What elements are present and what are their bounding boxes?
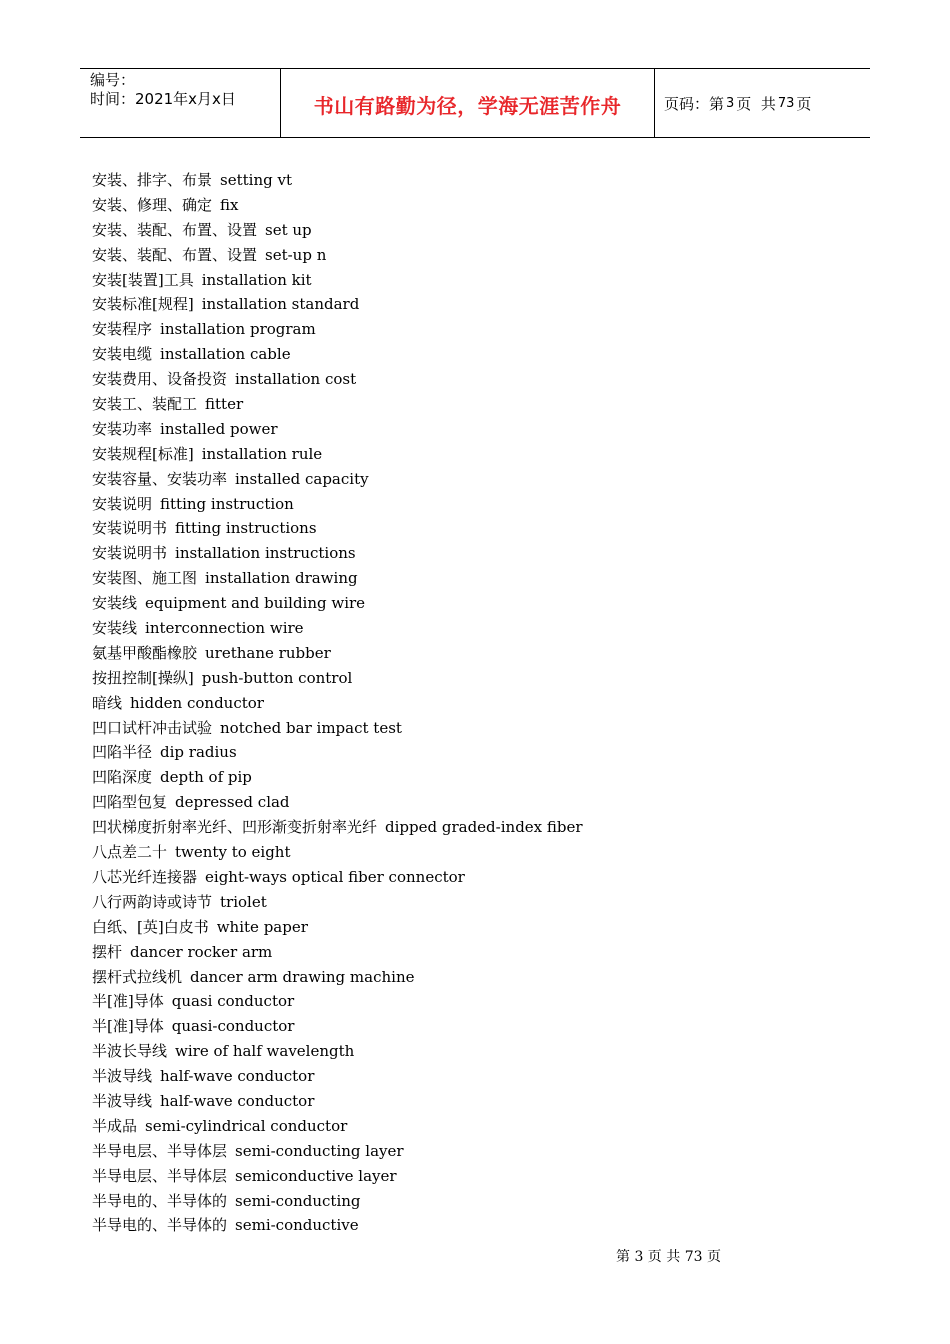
entry-english-term: depth of pip (160, 768, 252, 787)
entry-chinese-term: 凹状梯度折射率光纤、凹形渐变折射率光纤 (92, 818, 378, 837)
entry-chinese-term: 按扭控制[操纵] (92, 668, 194, 687)
glossary-entry (92, 467, 583, 492)
entry-english-term: semi-conducting layer (235, 1141, 404, 1160)
glossary-entry (92, 616, 583, 641)
entry-chinese-term: 安装功率 (92, 419, 153, 438)
glossary-entry (92, 915, 583, 940)
entry-chinese-term: 安装程序 (92, 320, 153, 339)
entry-english-term: installation cost (235, 370, 357, 389)
entry-chinese-term: 氨基甲酸酯橡胶 (92, 643, 198, 662)
entry-chinese-term: 凹口试杆冲击试验 (92, 718, 213, 737)
glossary-entry (92, 168, 583, 193)
entry-english-term: eight-ways optical fiber connector (205, 867, 465, 886)
glossary-entry (92, 392, 583, 417)
entry-chinese-term: 半[准]导体 (92, 992, 164, 1011)
entry-chinese-term: 凹陷半径 (92, 743, 153, 762)
header-motto-cell (281, 69, 655, 137)
entry-chinese-term: 半导电层、半导体层 (92, 1141, 228, 1160)
glossary-entry (92, 193, 583, 218)
motto-text: 书山有路勤为径，学海无涯苦作舟 (313, 93, 622, 118)
entry-chinese-term: 安装[装置]工具 (92, 270, 194, 289)
time-label: 时间：2021年x月x日 (90, 90, 236, 108)
entry-chinese-term: 安装容量、安装功率 (92, 469, 228, 488)
glossary-entry (92, 1189, 583, 1214)
entry-chinese-term: 安装图、施工图 (92, 569, 198, 588)
entry-chinese-term: 安装说明书 (92, 544, 168, 563)
entry-english-term: fitting instructions (175, 519, 317, 538)
entry-english-term: urethane rubber (205, 643, 331, 662)
number-label: 编号： (90, 71, 136, 89)
entry-english-term: installation standard (201, 295, 360, 314)
entry-english-term: fitter (205, 395, 244, 414)
entry-chinese-term: 暗线 (92, 693, 123, 712)
entry-english-term: notched bar impact test (220, 718, 402, 737)
glossary-entry (92, 965, 583, 990)
entry-english-term: equipment and building wire (145, 594, 366, 613)
entry-english-term: interconnection wire (145, 619, 304, 638)
entry-english-term: depressed clad (175, 793, 290, 812)
entry-english-term: dipped graded-index fiber (385, 818, 583, 837)
glossary-entry (92, 765, 583, 790)
entry-english-term: semi-conductive (235, 1216, 359, 1235)
glossary-entry (92, 1114, 583, 1139)
entry-english-term: twenty to eight (175, 843, 291, 862)
glossary-entry (92, 740, 583, 765)
entry-chinese-term: 摆杆式拉线机 (92, 967, 183, 986)
glossary-entry (92, 591, 583, 616)
glossary-entry (92, 1164, 583, 1189)
glossary-entry (92, 566, 583, 591)
header-page-cell (655, 69, 870, 137)
entry-english-term: semi-cylindrical conductor (145, 1116, 348, 1135)
entry-english-term: white paper (216, 917, 308, 936)
entry-chinese-term: 半波导线 (92, 1067, 153, 1086)
entry-english-term: quasi conductor (171, 992, 295, 1011)
glossary-entry (92, 1039, 583, 1064)
glossary-entry (92, 292, 583, 317)
entry-chinese-term: 凹陷深度 (92, 768, 153, 787)
glossary-entry (92, 417, 583, 442)
entry-chinese-term: 八行两韵诗或诗节 (92, 892, 213, 911)
entry-chinese-term: 安装、装配、布置、设置 (92, 220, 258, 239)
glossary-entry (92, 342, 583, 367)
entry-chinese-term: 半成品 (92, 1116, 138, 1135)
entry-english-term: hidden conductor (130, 693, 264, 712)
entry-chinese-term: 凹陷型包复 (92, 793, 168, 812)
glossary-entry (92, 1014, 583, 1039)
header-meta-cell (80, 69, 281, 137)
entry-english-term: installed capacity (235, 469, 369, 488)
glossary-entry (92, 641, 583, 666)
entry-english-term: half-wave conductor (160, 1091, 315, 1110)
entry-chinese-term: 安装说明书 (92, 519, 168, 538)
entry-english-term: installation cable (160, 345, 291, 364)
entry-chinese-term: 安装费用、设备投资 (92, 370, 228, 389)
entry-chinese-term: 摆杆 (92, 942, 123, 961)
entry-english-term: set up (265, 220, 312, 239)
page-total: 73 (777, 95, 795, 111)
entry-english-term: installation instructions (175, 544, 356, 563)
glossary-entry (92, 1064, 583, 1089)
entry-chinese-term: 八芯光纤连接器 (92, 867, 198, 886)
page-current: 3 (726, 95, 735, 111)
glossary-entry (92, 666, 583, 691)
entry-english-term: installation kit (201, 270, 312, 289)
glossary-entry (92, 218, 583, 243)
entry-chinese-term: 安装、装配、布置、设置 (92, 245, 258, 264)
entry-chinese-term: 半波导线 (92, 1091, 153, 1110)
glossary-entry (92, 541, 583, 566)
page-suffix: 页 (796, 94, 812, 113)
entry-english-term: fitting instruction (160, 494, 294, 513)
glossary-entry (92, 840, 583, 865)
entry-english-term: wire of half wavelength (175, 1042, 355, 1061)
glossary-entry (92, 243, 583, 268)
glossary-entry (92, 1089, 583, 1114)
entry-chinese-term: 半波长导线 (92, 1042, 168, 1061)
glossary-entry (92, 790, 583, 815)
entry-chinese-term: 半导电层、半导体层 (92, 1166, 228, 1185)
entry-english-term: fix (220, 195, 239, 214)
document-header (80, 68, 870, 138)
entry-english-term: push-button control (201, 668, 353, 687)
entry-english-term: quasi-conductor (171, 1017, 295, 1036)
glossary-entry (92, 815, 583, 840)
glossary-entry (92, 890, 583, 915)
glossary-entry (92, 691, 583, 716)
entry-chinese-term: 半导电的、半导体的 (92, 1216, 228, 1235)
entry-english-term: installation drawing (205, 569, 358, 588)
page-prefix: 页码：第 (664, 94, 725, 113)
glossary-entry (92, 865, 583, 890)
glossary-entry (92, 442, 583, 467)
glossary-entry (92, 516, 583, 541)
entry-chinese-term: 安装、修理、确定 (92, 195, 213, 214)
entry-chinese-term: 安装线 (92, 594, 138, 613)
entry-chinese-term: 安装电缆 (92, 345, 153, 364)
glossary-entry (92, 268, 583, 293)
entry-english-term: installation program (160, 320, 316, 339)
entry-english-term: dancer rocker arm (130, 942, 273, 961)
glossary-entry (92, 1139, 583, 1164)
entry-chinese-term: 半导电的、半导体的 (92, 1191, 228, 1210)
entry-english-term: installation rule (201, 444, 323, 463)
page-mid: 页 共 (736, 94, 776, 113)
glossary-entry (92, 492, 583, 517)
entry-english-term: installed power (160, 419, 278, 438)
entry-chinese-term: 白纸、[英]白皮书 (92, 917, 209, 936)
entry-chinese-term: 安装说明 (92, 494, 153, 513)
entry-chinese-term: 安装、排字、布景 (92, 171, 213, 189)
entry-chinese-term: 安装标准[规程] (92, 295, 194, 314)
glossary-entry (92, 317, 583, 342)
page-footer: 第 3 页 共 73 页 (616, 1249, 721, 1265)
entry-chinese-term: 安装规程[标准] (92, 444, 194, 463)
entry-english-term: dancer arm drawing machine (190, 967, 415, 986)
glossary-list (92, 168, 583, 1238)
entry-english-term: half-wave conductor (160, 1067, 315, 1086)
glossary-entry (92, 1213, 583, 1238)
glossary-entry (92, 940, 583, 965)
glossary-entry (92, 989, 583, 1014)
glossary-entry (92, 367, 583, 392)
entry-chinese-term: 半[准]导体 (92, 1017, 164, 1036)
entry-english-term: triolet (220, 892, 267, 911)
entry-english-term: set-up n (265, 245, 327, 264)
entry-english-term: setting vt (220, 171, 292, 189)
entry-chinese-term: 八点差二十 (92, 843, 168, 862)
entry-chinese-term: 安装线 (92, 619, 138, 638)
entry-english-term: semiconductive layer (235, 1166, 397, 1185)
entry-english-term: semi-conducting (235, 1191, 361, 1210)
glossary-entry (92, 716, 583, 741)
entry-english-term: dip radius (160, 743, 237, 762)
entry-chinese-term: 安装工、装配工 (92, 395, 198, 414)
